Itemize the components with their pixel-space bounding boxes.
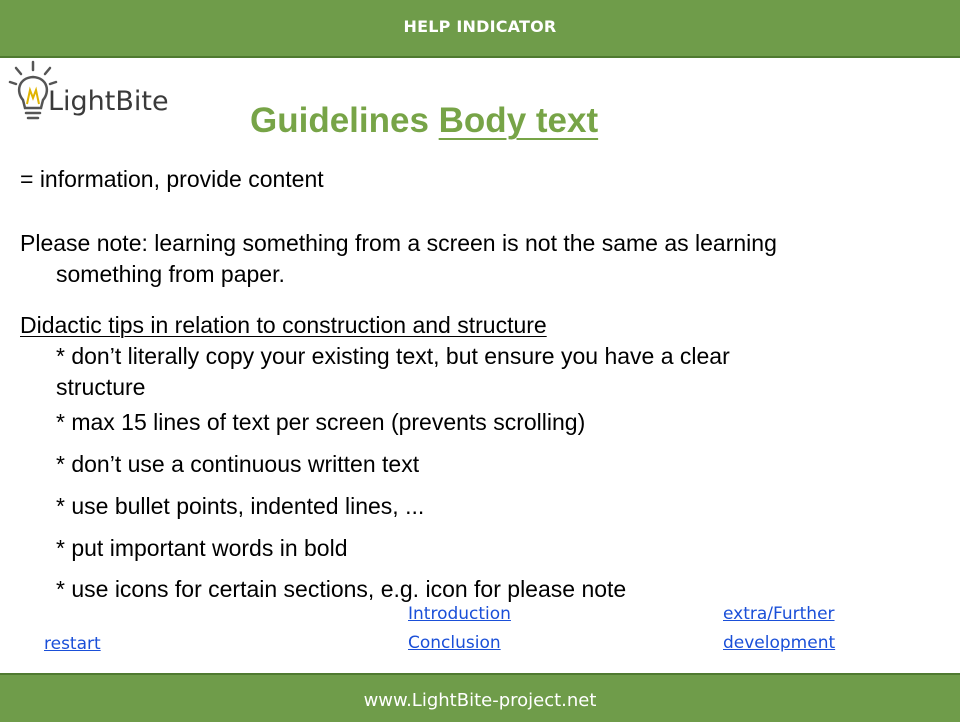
further-development-link-line-2[interactable]: development [723,633,836,653]
tip-item: * max 15 lines of text per screen (prevents scrolling) [56,409,586,435]
definition-text: = information, provide content [20,166,324,192]
tip-item: * put important words in bold [56,535,348,561]
restart-link[interactable]: restart [44,634,101,654]
title-prefix: Guidelines [250,101,439,140]
footer-url: www.LightBite-project.net [363,690,597,711]
note-line-1: Please note: learning something from a screen is not the same as learning [20,230,777,256]
tip-item: * use icons for certain sections, e.g. icon for please note [56,576,627,602]
title-topic: Body text [438,101,599,140]
logo-text: LightBite [48,86,169,117]
tip-item: * don’t literally copy your existing text, but ensure you have a clear [56,343,730,369]
tip-item: * don’t use a continuous written text [56,451,420,477]
page-title [250,101,598,141]
header-title: HELP INDICATOR [403,17,557,36]
conclusion-link[interactable]: Conclusion [408,633,501,653]
tips-heading: Didactic tips in relation to construction and structure [20,312,547,338]
further-development-link[interactable]: extra/Further [723,604,835,624]
footer-bar [0,673,960,722]
note-line-2: something from paper. [56,261,285,287]
tip-item: * use bullet points, indented lines, ... [56,493,425,519]
tip-item: structure [56,374,146,400]
introduction-link[interactable]: Introduction [408,604,511,624]
header-bar [0,0,960,58]
